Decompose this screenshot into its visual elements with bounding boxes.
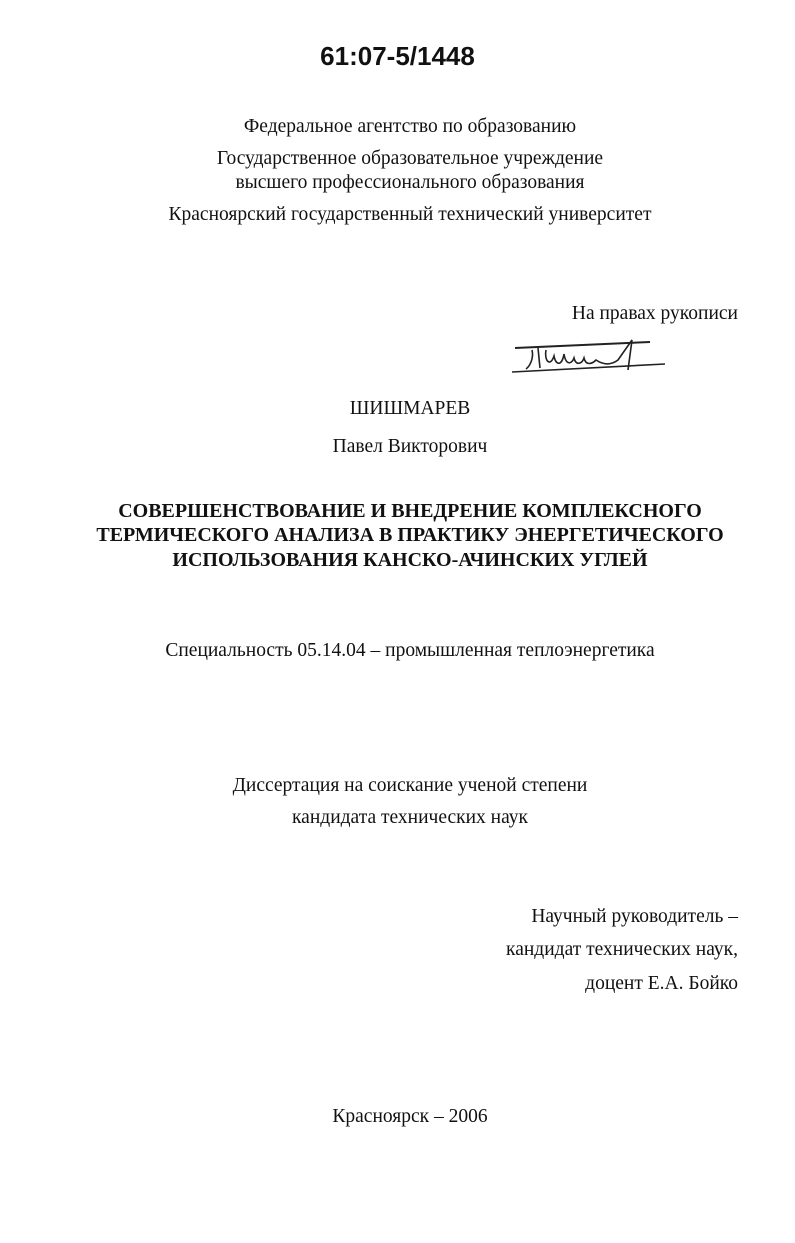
title-line: ИСПОЛЬЗОВАНИЯ КАНСКО-АЧИНСКИХ УГЛЕЙ <box>172 549 648 571</box>
supervisor-line: доцент Е.А. Бойко <box>585 973 738 994</box>
author-surname: ШИШМАРЕВ <box>349 398 471 419</box>
supervisor-line: кандидат технических наук, <box>506 939 738 960</box>
place-year: Красноярск – 2006 <box>332 1106 488 1127</box>
institution-line: Государственное образовательное учреждение <box>216 148 604 169</box>
degree-line: Диссертация на соискание ученой степени <box>232 775 588 796</box>
title-line: СОВЕРШЕНСТВОВАНИЕ И ВНЕДРЕНИЕ КОМПЛЕКСНОГО <box>118 500 702 522</box>
author-name: Павел Викторович <box>332 436 488 457</box>
manuscript-note: На правах рукописи <box>571 303 738 324</box>
supervisor-line: Научный руководитель – <box>531 906 738 927</box>
title-line: ТЕРМИЧЕСКОГО АНАЛИЗА В ПРАКТИКУ ЭНЕРГЕТИЧЕСКОГО <box>96 524 724 546</box>
institution-line: высшего профессионального образования <box>235 172 585 193</box>
degree-line: кандидата технических наук <box>292 807 528 828</box>
institution-line: Федеральное агентство по образованию <box>243 116 577 137</box>
registry-code: 61:07-5/1448 <box>320 41 475 71</box>
institution-line: Красноярский государственный технический университет <box>168 204 652 225</box>
signature <box>510 336 675 378</box>
specialty: Специальность 05.14.04 – промышленная теплоэнергетика <box>165 640 655 661</box>
